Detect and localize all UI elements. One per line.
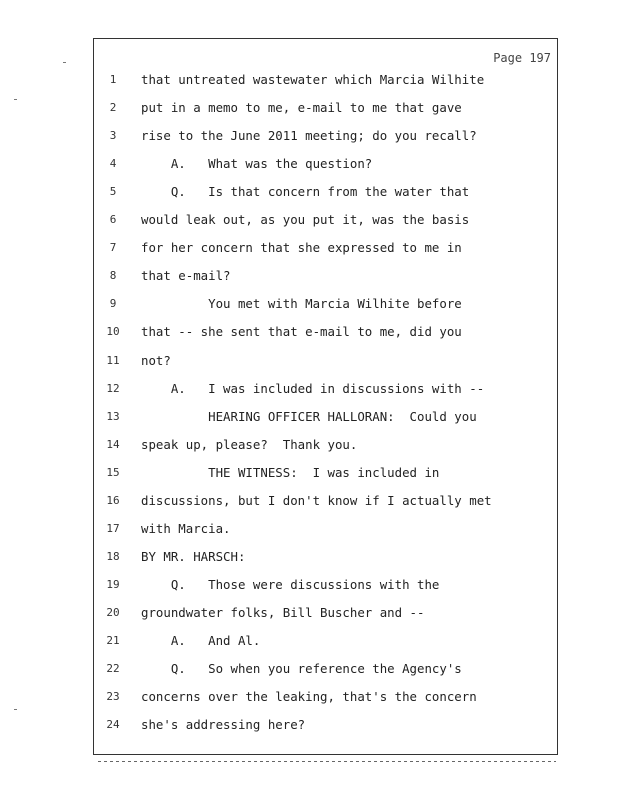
line-text: HEARING OFFICER HALLORAN: Could you bbox=[141, 408, 477, 424]
transcript-line bbox=[94, 94, 557, 122]
line-text: for her concern that she expressed to me in bbox=[141, 240, 462, 256]
transcript-line bbox=[94, 122, 557, 150]
line-number: 21 bbox=[106, 634, 120, 647]
line-text: she's addressing here? bbox=[141, 717, 306, 733]
line-text: that untreated wastewater which Marcia Wilhite bbox=[141, 72, 485, 87]
line-number: 20 bbox=[106, 605, 120, 619]
line-number: 16 bbox=[106, 493, 120, 507]
line-number: 22 bbox=[106, 662, 120, 676]
line-number: 19 bbox=[106, 577, 120, 591]
line-text: that e-mail? bbox=[141, 268, 231, 284]
transcript-line bbox=[94, 711, 557, 739]
line-number: 10 bbox=[106, 325, 120, 339]
line-number: 4 bbox=[109, 157, 117, 171]
scan-mark bbox=[14, 99, 17, 100]
line-text: Q. Is that concern from the water that bbox=[141, 184, 470, 200]
line-number: 15 bbox=[106, 465, 120, 479]
transcript-line bbox=[94, 206, 557, 234]
line-text: You met with Marcia Wilhite before bbox=[141, 296, 462, 312]
line-text: concerns over the leaking, that's the concern bbox=[141, 689, 477, 705]
line-number: 18 bbox=[106, 549, 120, 563]
transcript-line bbox=[94, 627, 557, 655]
transcript-line bbox=[94, 290, 557, 318]
transcript-line bbox=[94, 571, 557, 599]
line-number: 5 bbox=[109, 185, 117, 199]
line-text: A. What was the question? bbox=[141, 156, 373, 172]
line-text: discussions, but I don't know if I actually met bbox=[141, 492, 492, 508]
line-number: 7 bbox=[109, 241, 117, 255]
line-number: 24 bbox=[106, 718, 120, 732]
bottom-rule bbox=[98, 761, 556, 762]
line-text: THE WITNESS: I was included in bbox=[141, 464, 440, 480]
transcript-line bbox=[94, 683, 557, 711]
transcript-line bbox=[94, 459, 557, 487]
line-number: 17 bbox=[106, 521, 120, 535]
line-number: 11 bbox=[106, 353, 120, 367]
transcript-line bbox=[94, 66, 557, 94]
transcript-line bbox=[94, 403, 557, 431]
transcript-line bbox=[94, 150, 557, 178]
line-number: 9 bbox=[109, 297, 117, 311]
line-text: BY MR. HARSCH: bbox=[141, 548, 246, 564]
line-text: A. And Al. bbox=[141, 633, 261, 648]
transcript-line bbox=[94, 655, 557, 683]
line-text: that -- she sent that e-mail to me, did you bbox=[141, 324, 462, 340]
transcript-line bbox=[94, 543, 557, 571]
line-text: with Marcia. bbox=[141, 520, 231, 536]
line-text: groundwater folks, Bill Buscher and -- bbox=[141, 604, 425, 620]
transcript-page bbox=[93, 38, 558, 755]
line-text: put in a memo to me, e-mail to me that gave bbox=[141, 100, 462, 116]
line-text: would leak out, as you put it, was the basis bbox=[141, 212, 470, 228]
line-number: 2 bbox=[109, 101, 117, 115]
transcript-line bbox=[94, 431, 557, 459]
transcript-line bbox=[94, 178, 557, 206]
transcript-line bbox=[94, 234, 557, 262]
page-number: Page 197 bbox=[493, 51, 551, 65]
line-number: 3 bbox=[109, 129, 117, 143]
line-number: 23 bbox=[106, 690, 120, 704]
transcript-line bbox=[94, 599, 557, 627]
transcript-line bbox=[94, 487, 557, 515]
line-text: Q. Those were discussions with the bbox=[141, 576, 440, 592]
line-number: 14 bbox=[106, 437, 120, 451]
line-number: 1 bbox=[109, 73, 117, 86]
line-text: A. I was included in discussions with -- bbox=[141, 380, 485, 396]
line-number: 12 bbox=[106, 381, 120, 395]
scan-mark bbox=[63, 62, 66, 63]
transcript-line bbox=[94, 318, 557, 346]
transcript-line bbox=[94, 375, 557, 403]
transcript-line bbox=[94, 347, 557, 375]
line-number: 6 bbox=[109, 213, 117, 227]
transcript-line bbox=[94, 262, 557, 290]
transcript-line bbox=[94, 515, 557, 543]
line-text: rise to the June 2011 meeting; do you recall? bbox=[141, 128, 477, 144]
transcript-lines bbox=[94, 39, 557, 754]
scan-mark bbox=[14, 709, 17, 710]
line-text: not? bbox=[141, 352, 171, 368]
line-text: speak up, please? Thank you. bbox=[141, 436, 358, 452]
line-number: 13 bbox=[106, 409, 120, 423]
line-number: 8 bbox=[109, 269, 117, 283]
line-text: Q. So when you reference the Agency's bbox=[141, 661, 462, 677]
